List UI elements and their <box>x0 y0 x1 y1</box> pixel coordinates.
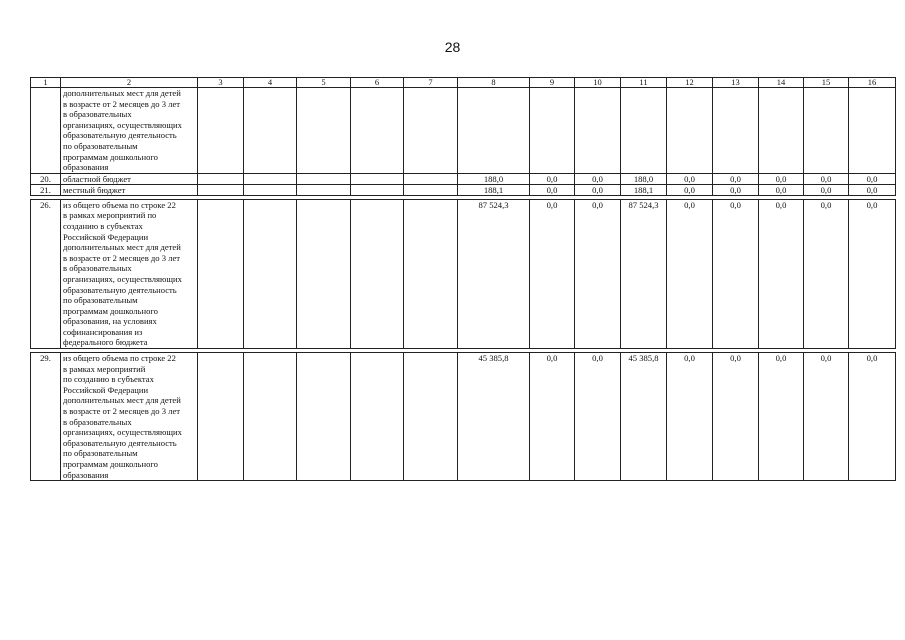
header-cell: 9 <box>530 78 575 88</box>
value-cell: 0,0 <box>849 199 896 348</box>
value-cell <box>404 199 458 348</box>
value-cell: 0,0 <box>530 173 575 184</box>
value-cell: 0,0 <box>575 353 621 481</box>
header-cell: 6 <box>351 78 404 88</box>
value-cell: 0,0 <box>667 173 713 184</box>
value-cell <box>759 88 804 174</box>
value-cell <box>458 88 530 174</box>
value-cell: 0,0 <box>575 173 621 184</box>
value-cell: 0,0 <box>713 199 759 348</box>
value-cell: 0,0 <box>713 184 759 195</box>
value-cell: 45 385,8 <box>458 353 530 481</box>
value-cell: 0,0 <box>667 184 713 195</box>
budget-table <box>30 77 896 481</box>
value-cell <box>713 88 759 174</box>
value-cell <box>297 353 351 481</box>
value-cell <box>351 88 404 174</box>
row-description: областной бюджет <box>61 173 198 184</box>
value-cell <box>244 184 297 195</box>
value-cell: 0,0 <box>713 353 759 481</box>
header-cell: 4 <box>244 78 297 88</box>
value-cell <box>667 88 713 174</box>
value-cell <box>351 353 404 481</box>
header-cell: 16 <box>849 78 896 88</box>
value-cell <box>404 173 458 184</box>
value-cell: 0,0 <box>575 184 621 195</box>
table-row <box>31 184 896 195</box>
value-cell <box>244 173 297 184</box>
value-cell: 188,1 <box>621 184 667 195</box>
value-cell <box>804 88 849 174</box>
header-cell: 3 <box>198 78 244 88</box>
value-cell <box>244 88 297 174</box>
value-cell: 0,0 <box>667 199 713 348</box>
value-cell: 0,0 <box>530 184 575 195</box>
value-cell: 0,0 <box>667 353 713 481</box>
value-cell: 188,0 <box>458 173 530 184</box>
value-cell: 0,0 <box>804 173 849 184</box>
value-cell <box>575 88 621 174</box>
value-cell: 0,0 <box>759 353 804 481</box>
row-number: 21. <box>31 184 61 195</box>
value-cell: 0,0 <box>849 184 896 195</box>
row-description: местный бюджет <box>61 184 198 195</box>
value-cell <box>404 88 458 174</box>
value-cell: 0,0 <box>759 199 804 348</box>
row-number <box>31 88 61 174</box>
value-cell: 0,0 <box>849 173 896 184</box>
value-cell: 0,0 <box>804 199 849 348</box>
header-cell: 2 <box>61 78 198 88</box>
value-cell <box>297 173 351 184</box>
value-cell <box>244 353 297 481</box>
value-cell <box>351 199 404 348</box>
value-cell <box>244 199 297 348</box>
value-cell <box>198 88 244 174</box>
value-cell <box>198 173 244 184</box>
value-cell: 0,0 <box>530 199 575 348</box>
value-cell <box>198 353 244 481</box>
value-cell: 0,0 <box>804 184 849 195</box>
value-cell <box>198 184 244 195</box>
row-number: 20. <box>31 173 61 184</box>
value-cell: 0,0 <box>804 353 849 481</box>
value-cell <box>621 88 667 174</box>
value-cell: 0,0 <box>575 199 621 348</box>
value-cell <box>351 173 404 184</box>
value-cell <box>849 88 896 174</box>
value-cell <box>404 184 458 195</box>
value-cell <box>351 184 404 195</box>
value-cell: 0,0 <box>713 173 759 184</box>
row-description: дополнительных мест для детей в возрасте от 2 месяцев до 3 лет в образовательных организациях, осуществляющих образовательную деятельность по образовательным программам дошкольного образования <box>61 88 198 174</box>
value-cell <box>297 199 351 348</box>
value-cell: 188,1 <box>458 184 530 195</box>
value-cell <box>404 353 458 481</box>
value-cell: 0,0 <box>759 184 804 195</box>
page-number: 28 <box>444 39 461 55</box>
table-row <box>31 353 896 481</box>
header-cell: 5 <box>297 78 351 88</box>
header-cell: 11 <box>621 78 667 88</box>
header-cell: 8 <box>458 78 530 88</box>
table-row <box>31 88 896 174</box>
value-cell <box>297 88 351 174</box>
header-cell: 12 <box>667 78 713 88</box>
value-cell <box>530 88 575 174</box>
row-number: 29. <box>31 353 61 481</box>
value-cell: 0,0 <box>530 353 575 481</box>
table-row <box>31 173 896 184</box>
table-row <box>31 199 896 348</box>
row-description: из общего объема по строке 22 в рамках мероприятий по созданию в субъектах Российской Федерации дополнительных мест для детей в возрасте от 2 месяцев до 3 лет в образовательных организациях, осуществляющих образовательную деятельность по образовательным программам дошкольного образования, на условиях софинансирования из федерального бюджета <box>61 199 198 348</box>
value-cell <box>297 184 351 195</box>
value-cell: 87 524,3 <box>621 199 667 348</box>
value-cell: 0,0 <box>759 173 804 184</box>
row-description: из общего объема по строке 22 в рамках мероприятий по созданию в субъектах Российской Федерации дополнительных мест для детей в возрасте от 2 месяцев до 3 лет в образовательных организациях, осуществляющих образовательную деятельность по образовательным программам дошкольного образования <box>61 353 198 481</box>
value-cell <box>198 199 244 348</box>
value-cell: 188,0 <box>621 173 667 184</box>
value-cell: 87 524,3 <box>458 199 530 348</box>
header-cell: 14 <box>759 78 804 88</box>
row-number: 26. <box>31 199 61 348</box>
header-cell: 15 <box>804 78 849 88</box>
header-cell: 13 <box>713 78 759 88</box>
header-cell: 10 <box>575 78 621 88</box>
header-cell: 7 <box>404 78 458 88</box>
header-cell: 1 <box>31 78 61 88</box>
value-cell: 45 385,8 <box>621 353 667 481</box>
value-cell: 0,0 <box>849 353 896 481</box>
header-row <box>31 78 896 88</box>
